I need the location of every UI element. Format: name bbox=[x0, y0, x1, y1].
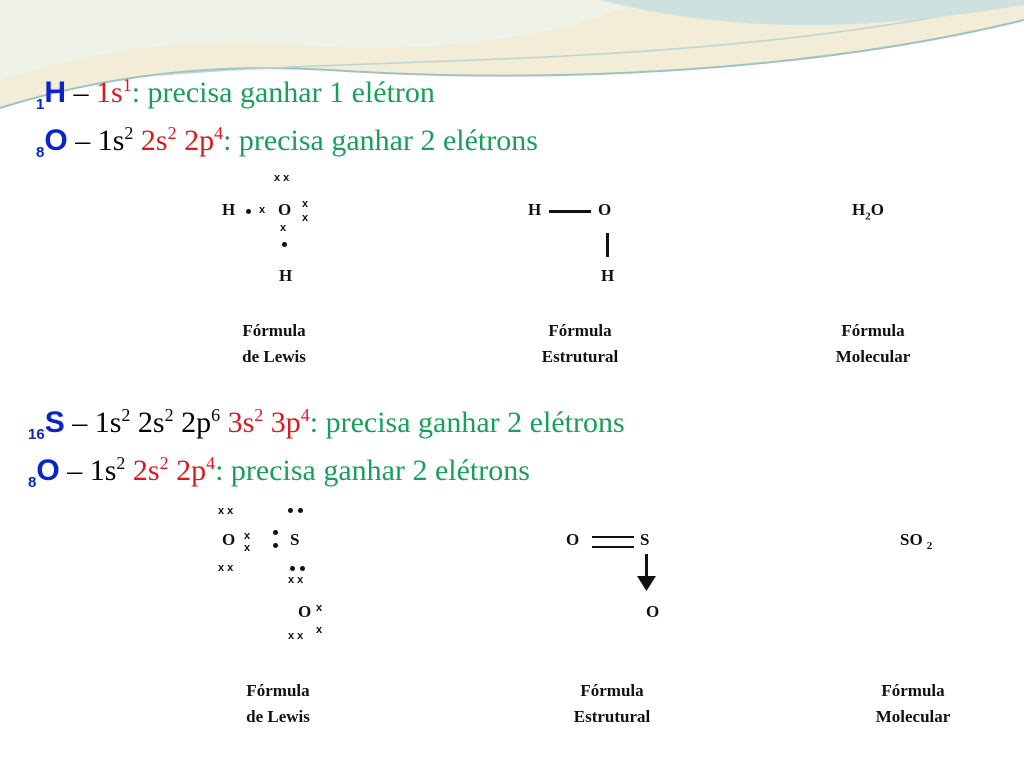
config-text bbox=[220, 406, 228, 439]
config-text: 2s bbox=[130, 406, 165, 439]
config-text: : precisa ganhar 1 elétron bbox=[131, 76, 435, 109]
element-symbol bbox=[36, 76, 67, 113]
caption-line: Fórmula bbox=[242, 321, 306, 340]
config-text: 2s bbox=[132, 454, 160, 487]
electron-count: 1 bbox=[122, 75, 132, 95]
atom-o: O bbox=[278, 200, 292, 219]
atom-h: H bbox=[222, 200, 236, 219]
config-line-oxygen bbox=[36, 124, 538, 170]
config-text: 2p bbox=[173, 406, 212, 439]
config-text: : precisa ganhar 2 elétrons bbox=[215, 454, 530, 487]
electron-count: 2 bbox=[121, 405, 131, 425]
caption-line: Fórmula bbox=[246, 681, 310, 700]
electron-count: 4 bbox=[300, 405, 310, 425]
electron-dot bbox=[246, 209, 251, 214]
config-text: – 1s bbox=[64, 406, 122, 439]
atom-h: H bbox=[528, 200, 542, 219]
atom-s: S bbox=[290, 530, 300, 549]
formula-symbol: H bbox=[852, 200, 866, 219]
electron-x: x bbox=[316, 624, 323, 636]
caption-line: Fórmula bbox=[580, 681, 644, 700]
electron-x: x bbox=[259, 204, 266, 216]
config-text: 2p bbox=[184, 124, 215, 157]
double-bond-line bbox=[592, 536, 634, 538]
caption-so2-molecular bbox=[848, 678, 978, 730]
config-text bbox=[169, 454, 177, 487]
caption-so2-lewis bbox=[218, 678, 338, 730]
double-bond-line bbox=[592, 546, 634, 548]
formula-symbol: SO bbox=[900, 530, 923, 549]
electron-count: 2 bbox=[124, 123, 134, 143]
caption-line: Molecular bbox=[875, 707, 951, 726]
electron-count: 4 bbox=[206, 453, 216, 473]
config-text: – bbox=[66, 76, 97, 109]
config-text bbox=[263, 406, 271, 439]
symbol-letter: H bbox=[44, 76, 67, 109]
electron-x: x x bbox=[288, 574, 304, 586]
electron-count: 2 bbox=[254, 405, 264, 425]
atomic-number: 16 bbox=[28, 426, 45, 443]
electron-x: x bbox=[280, 222, 287, 234]
caption-line: de Lewis bbox=[246, 707, 310, 726]
single-bond bbox=[549, 210, 591, 213]
atom-h: H bbox=[279, 266, 293, 285]
atomic-number: 8 bbox=[36, 144, 45, 161]
electron-count: 2 bbox=[159, 453, 169, 473]
caption-water-structural bbox=[510, 318, 650, 370]
atom-h: H bbox=[601, 266, 615, 285]
config-text: 2p bbox=[176, 454, 207, 487]
atomic-number: 1 bbox=[36, 96, 45, 113]
caption-line: Molecular bbox=[835, 347, 911, 366]
single-bond bbox=[606, 233, 609, 257]
formula-symbol: O bbox=[870, 200, 884, 219]
config-text: 3p bbox=[270, 406, 301, 439]
config-line-sulfur bbox=[28, 406, 625, 452]
config-text: 2s bbox=[140, 124, 168, 157]
symbol-letter: S bbox=[44, 406, 65, 439]
config-text bbox=[125, 454, 133, 487]
electron-x: x x bbox=[218, 562, 234, 574]
config-text bbox=[177, 124, 185, 157]
electron-dot bbox=[273, 530, 278, 535]
config-text: : precisa ganhar 2 elétrons bbox=[223, 124, 538, 157]
config-text: : precisa ganhar 2 elétrons bbox=[309, 406, 625, 439]
electron-count: 4 bbox=[214, 123, 224, 143]
electron-x: x bbox=[244, 542, 251, 554]
atom-o: O bbox=[566, 530, 580, 549]
config-text: 1s bbox=[96, 76, 123, 109]
caption-line: de Lewis bbox=[242, 347, 306, 366]
caption-line: Fórmula bbox=[841, 321, 905, 340]
electron-dot bbox=[288, 508, 293, 513]
electron-x: x x bbox=[218, 505, 234, 517]
electron-count: 2 bbox=[116, 453, 126, 473]
caption-so2-structural bbox=[542, 678, 682, 730]
formula-text bbox=[900, 530, 932, 552]
electron-x: x bbox=[316, 602, 323, 614]
caption-water-molecular bbox=[808, 318, 938, 370]
element-symbol bbox=[28, 454, 60, 491]
config-text: – 1s bbox=[59, 454, 117, 487]
electron-dot bbox=[298, 508, 303, 513]
atom-o: O bbox=[598, 200, 612, 219]
atom-s: S bbox=[640, 530, 650, 549]
atomic-number: 8 bbox=[28, 474, 37, 491]
formula-subscript: 2 bbox=[926, 540, 933, 553]
symbol-letter: O bbox=[36, 454, 60, 487]
electron-count: 6 bbox=[211, 405, 221, 425]
electron-dot bbox=[300, 566, 305, 571]
electron-count: 2 bbox=[167, 123, 177, 143]
formula-text bbox=[852, 200, 884, 222]
electron-x: x x bbox=[274, 172, 290, 184]
config-text bbox=[133, 124, 141, 157]
atom-o: O bbox=[222, 530, 236, 549]
element-symbol bbox=[36, 124, 68, 161]
config-line-hydrogen bbox=[36, 76, 435, 122]
config-line-oxygen-2 bbox=[28, 454, 530, 500]
caption-line: Fórmula bbox=[548, 321, 612, 340]
electron-dot bbox=[282, 242, 287, 247]
caption-line: Estrutural bbox=[573, 707, 651, 726]
electron-x: x bbox=[302, 212, 309, 224]
caption-line: Fórmula bbox=[881, 681, 945, 700]
element-symbol bbox=[28, 406, 65, 443]
electron-dot bbox=[273, 543, 278, 548]
electron-x: x bbox=[244, 530, 251, 542]
config-text: 3s bbox=[227, 406, 255, 439]
arrow-head-icon bbox=[637, 576, 657, 592]
electron-x: x x bbox=[288, 630, 304, 642]
caption-line: Estrutural bbox=[541, 347, 619, 366]
electron-count: 2 bbox=[164, 405, 174, 425]
atom-o: O bbox=[646, 602, 660, 621]
atom-o: O bbox=[298, 602, 312, 621]
electron-x: x bbox=[302, 198, 309, 210]
caption-water-lewis bbox=[214, 318, 334, 370]
formula-subscript: 2 bbox=[865, 210, 871, 223]
config-text: – 1s bbox=[67, 124, 125, 157]
electron-dot bbox=[290, 566, 295, 571]
symbol-letter: O bbox=[44, 124, 68, 157]
